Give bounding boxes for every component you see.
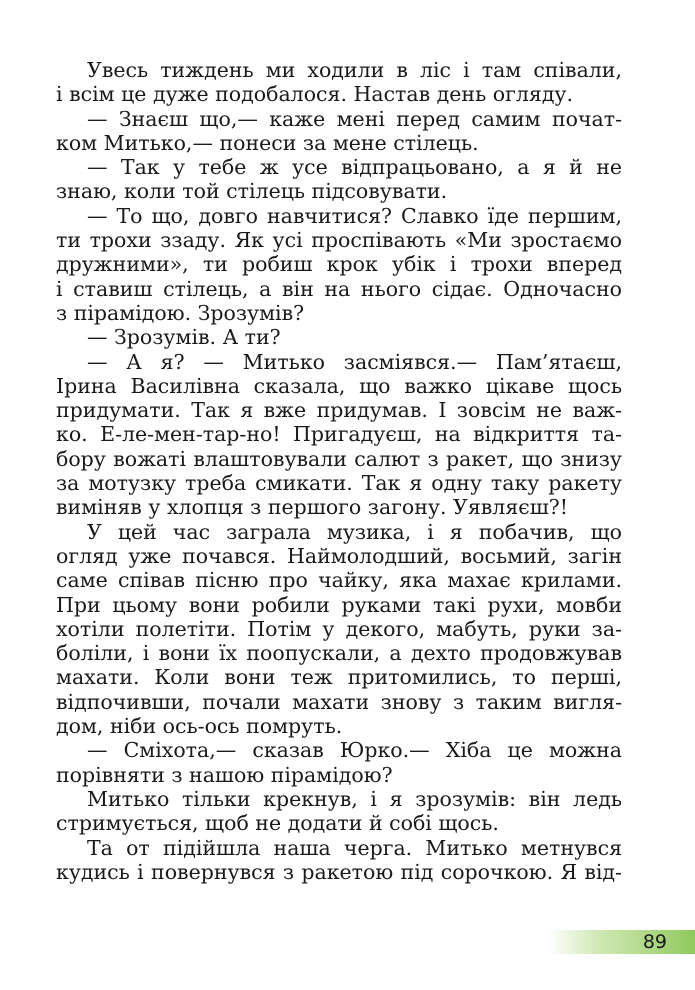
text-line: відпочивши, почали махати знову з таким вигля- bbox=[56, 689, 622, 714]
text-line: — Так у тебе ж усе відпрацьовано, а я й не bbox=[87, 155, 622, 180]
text-line: ти трохи ззаду. Як усі проспівають «Ми зростаємо bbox=[56, 228, 622, 253]
text-line: бору вожаті влаштовували салют з ракет, що знизу bbox=[56, 446, 622, 471]
text-line: і ставиш стілець, а він на нього сідає. Одночасно bbox=[56, 276, 622, 301]
text-line: боліли, і вони їх поопускали, а дехто продовжував bbox=[56, 641, 622, 666]
text-line: придумати. Так я вже придумав. І зовсім не важ- bbox=[56, 398, 622, 423]
text-line: дом, ніби ось-ось помруть. bbox=[56, 714, 343, 739]
text-line: порівняти з нашою пірамідою? bbox=[56, 762, 393, 787]
text-line: Та от підійшла наша черга. Митько метнувся bbox=[87, 835, 622, 860]
text-line: ко. Е-ле-мен-тар-но! Пригадуєш, на відкриття та- bbox=[56, 422, 622, 447]
text-line: — Сміхота,— сказав Юрко.— Хіба це можна bbox=[87, 738, 622, 763]
story-text bbox=[56, 58, 622, 884]
text-line: хотіли полетіти. Потім у декого, мабуть, руки за- bbox=[56, 616, 622, 641]
text-line: При цьому вони робили руками такі рухи, мовби bbox=[56, 592, 622, 617]
text-line: Ірина Василівна сказала, що важко цікаве щось bbox=[56, 373, 622, 398]
text-line: знаю, коли той стілець підсовувати. bbox=[56, 179, 448, 204]
page-number-bar bbox=[548, 930, 695, 954]
text-line: — А я? — Митько засміявся.— Пам’ятаєш, bbox=[87, 349, 622, 374]
text-line: — Знаєш що,— каже мені перед самим почат- bbox=[87, 106, 622, 131]
text-line: і всім це дуже подобалося. Настав день огляду. bbox=[56, 82, 574, 107]
text-line: — То що, довго навчитися? Славко їде першим, bbox=[87, 203, 622, 228]
text-line: кудись і повернувся з ракетою під сорочкою. Я від- bbox=[56, 859, 622, 884]
text-line: Увесь тиждень ми ходили в ліс і там співали, bbox=[87, 58, 622, 82]
text-line: У цей час заграла музика, і я побачив, що bbox=[87, 519, 622, 544]
text-line: виміняв у хлопця з першого загону. Уявляєш?! bbox=[56, 495, 569, 520]
text-line: Митько тільки крекнув, і я зрозумів: він ледь bbox=[87, 786, 622, 811]
text-line: дружними», ти робиш крок убік і трохи вперед bbox=[56, 252, 622, 277]
text-line: ком Митько,— понеси за мене стілець. bbox=[56, 130, 479, 155]
text-line: стримується, щоб не додати й собі щось. bbox=[56, 811, 499, 836]
text-line: — Зрозумів. А ти? bbox=[87, 325, 281, 350]
text-line: махати. Коли вони теж притомились, то перші, bbox=[56, 665, 622, 690]
text-line: за мотузку треба смикати. Так я одну таку ракету bbox=[56, 471, 622, 496]
text-line: огляд уже почався. Наймолодший, восьмий, загін bbox=[56, 543, 622, 568]
text-line: саме співав пісню про чайку, яка махає крилами. bbox=[56, 568, 622, 593]
page-number: 89 bbox=[642, 931, 667, 953]
text-line: з пірамідою. Зрозумів? bbox=[56, 300, 305, 325]
